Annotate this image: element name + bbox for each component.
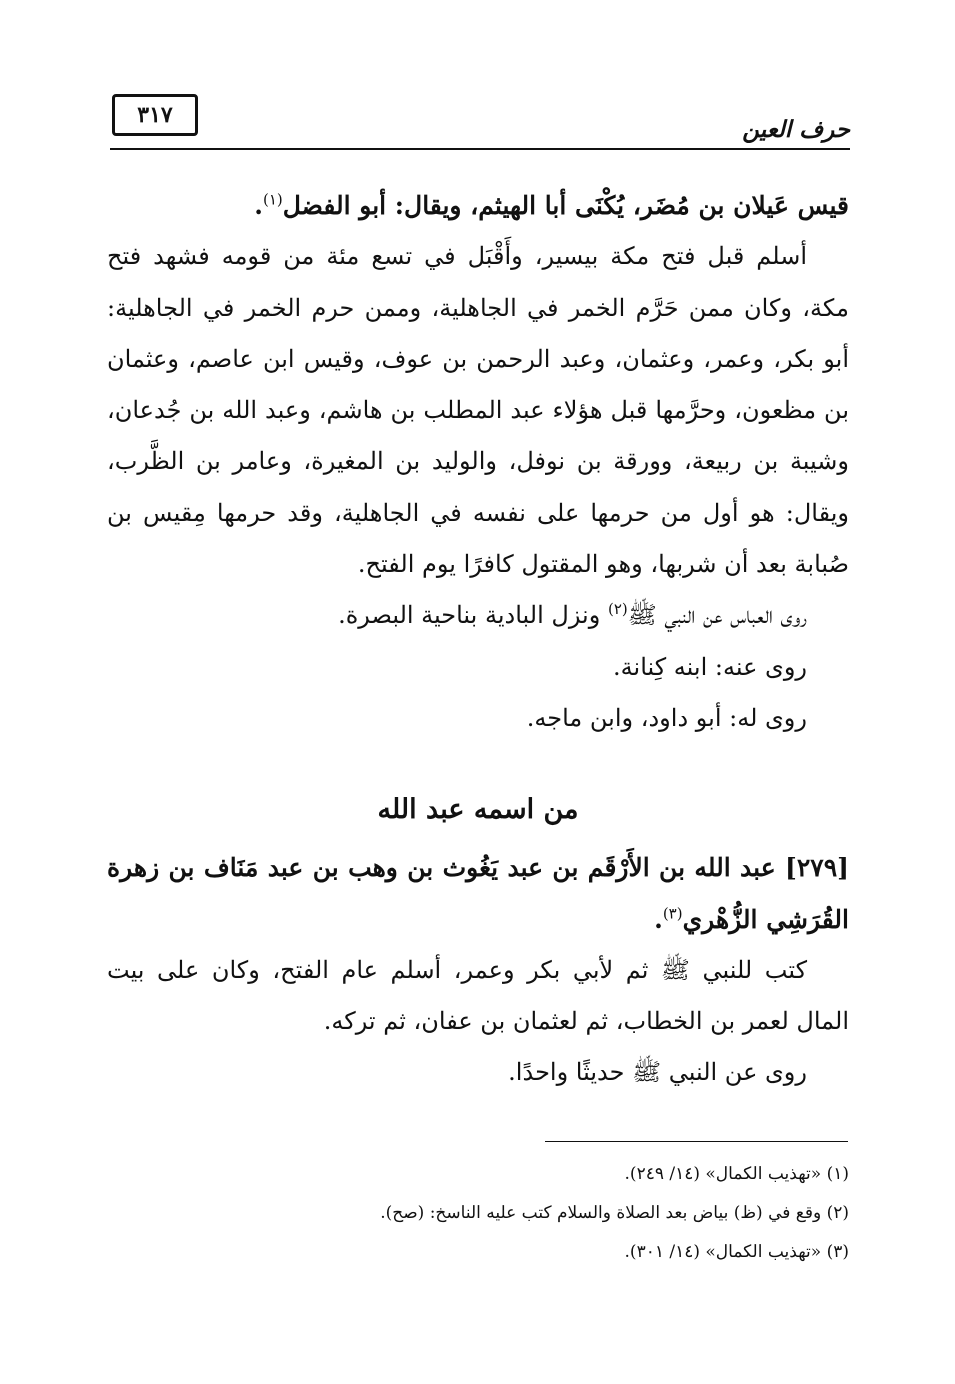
entry-title: [٢٧٩] عبد الله بن الأَرْقَم بن عبد يَغُوث بن وهب بن عبد مَنَاف بن زهرة القُرَشِي الزُّهْري$^{(٣)}$. bbox=[107, 853, 849, 934]
entry-title-text: قيس عَيلان بن مُضَر، يُكْنَى أبا الهيثم، ويقال: أبو الفضل bbox=[282, 191, 849, 220]
narration-text: ونزل البادية بناحية البصرة. bbox=[338, 601, 601, 630]
entry-paragraph: أسلم قبل فتح مكة بيسير، وأَقْبَل في تسع مئة من قومه فشهد فتح مكة، وكان ممن حَرَّم الخمر في الجاهلية، وممن حرم الخمر في الجاهلية: أبو بكر، وعمر، وعثمان، وعبد الرحمن بن عوف، وقيس ابن عاصم، وعثمان بن مظعون، وحرَّمها قبل هؤلاء عبد المطلب بن هاشم، وعبد الله بن جُدعان، وشيبة بن ربيعة، وورقة بن نوفل، والوليد بن المغيرة، وعامر بن الظَّرب، ويقال: هو أول من حرمها على نفسه في الجاهلية، وقد حرمها مِقيس بن صُبابة بعد أن شربها، وهو المقتول كافرًا يوم الفتح. bbox=[107, 242, 850, 579]
page-body bbox=[107, 180, 849, 1099]
narration-line: روى له: أبو داود، وابن ماجه. bbox=[526, 703, 807, 732]
footnote: (١) «تهذيب الكمال» (١٤/ ٢٤٩). bbox=[624, 1164, 849, 1184]
footnote: (٣) «تهذيب الكمال» (١٤/ ٣٠١). bbox=[624, 1242, 849, 1262]
narration-text: روى العباس عن النبي ﷺ bbox=[627, 601, 807, 630]
narration-line: روى عن النبي ﷺ حديثًا واحدًا. bbox=[508, 1058, 807, 1087]
entry-paragraph: كتب للنبي ﷺ ثم لأبي بكر وعمر، أسلم عام الفتح، وكان على بيت المال لعمر بن الخطاب، ثم لعثمان بن عفان، ثم تركه. bbox=[107, 955, 849, 1036]
footnote-ref: (٣) bbox=[662, 904, 683, 923]
narration-line bbox=[107, 590, 849, 641]
footnote-ref: (٢) bbox=[607, 600, 628, 619]
running-title: حرف العين bbox=[742, 116, 850, 143]
footnote: (٢) وقع في (ظ) بياض بعد الصلاة والسلام كتب عليه الناسخ: (صح). bbox=[380, 1203, 849, 1223]
footnotes bbox=[107, 1155, 849, 1272]
footnote-rule bbox=[545, 1141, 848, 1142]
page-number: ٣١٧ bbox=[112, 94, 198, 136]
entry-title: قيس عَيلان بن مُضَر، يُكْنَى أبا الهيثم، ويقال: أبو الفضل$^{(١)}$. bbox=[254, 190, 849, 220]
entry-title-text: عبد الله بن الأَرْقَم بن عبد يَغُوث بن وهب بن عبد مَنَاف بن زهرة القُرَشِي الزُّهْري bbox=[107, 853, 849, 934]
footnote-ref: (١) bbox=[262, 190, 283, 209]
page-header bbox=[110, 88, 850, 150]
header-rule bbox=[110, 148, 850, 150]
section-heading: من اسمه عبد الله bbox=[377, 794, 579, 826]
narration-line: روى عنه: ابنه كِنانة. bbox=[613, 652, 807, 681]
entry-number: [٢٧٩] bbox=[785, 853, 849, 883]
